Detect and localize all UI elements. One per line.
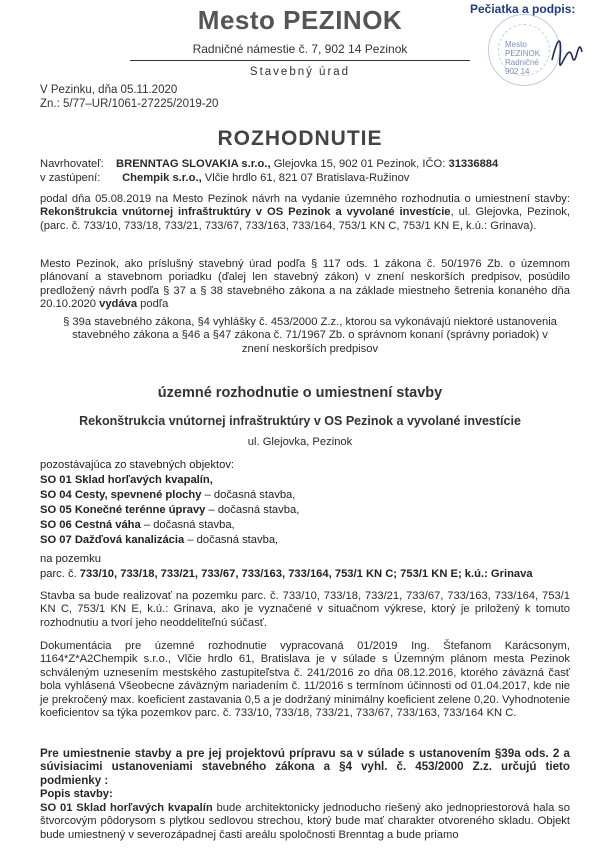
conditions-intro: Pre umiestnenie stavby a pre jej projektovú prípravu sa v súlade s ustanovením §39a ods. 2 a súvisiacimi ustanoveniami stavebného zákona a §4 vyhl. č. 453/2000 Z.z. určujú tieto podmienky : xyxy=(40,747,570,787)
representative-name: Chempik s.r.o., xyxy=(122,172,202,184)
proposer-label: Navrhovateľ: xyxy=(40,158,104,170)
document-title: ROZHODNUTIE xyxy=(217,127,383,150)
list-item: SO 05 Konečné terénne úpravy – dočasná stavba, xyxy=(40,504,300,516)
project-street: ul. Glejovka, Pezinok xyxy=(247,436,353,448)
proposer-address: Glejovka 15, 902 01 Pezinok, IČO: xyxy=(270,158,449,170)
town-address: Radničné námestie č. 7, 902 14 Pezinok xyxy=(192,42,408,56)
representative-label: v zastúpení: xyxy=(40,172,101,184)
description-paragraph: SO 01 Sklad horľavých kvapalín bude architektonicky jednoducho riešený ako jednopriestorová hala so štvorcovým pôdorysom s plytkou sedlovou strechou, ktorý bude mať charakter otvoreného skladu. Objekt bude umiestnený v severozápadnej časti areálu spoločnosti Brenntag a bude priamo xyxy=(40,802,570,841)
document-reference: Zn.: 5/77–UR/1061-27225/2019-20 xyxy=(40,98,219,110)
town-title: Mesto PEZINOK xyxy=(197,5,403,35)
intro-paragraph-1: podal dňa 05.08.2019 na Mesto Pezinok návrh na vydanie územného rozhodnutia o umiestnení stavby: Rekonštrukcia vnútornej infraštruktúry v OS Pezinok a vyvolané investície, ul. Glejovka, Pezinok, (parc. č. 733/10, 733/18, 733/21, 733/67, 733/163, 733/164, 753/1 KN C, 753/1 KN E, k.ú.: Grinava). xyxy=(40,193,571,232)
header-divider xyxy=(130,60,470,61)
intro-paragraph-2: Mesto Pezinok, ako príslušný stavebný úrad podľa § 117 ods. 1 zákona č. 50/1976 Zb. o územnom plánovaní a stavebnom poriadku (ďalej len stavebný zákon) v znení neskorších predpisov, posúdilo predložený návrh podľa § 37 a § 38 stavebného zákona a na základe miestneho šetrenia konaného dňa 20.10.2020 vydáva podľa xyxy=(40,258,570,311)
body-paragraph-4: Stavba sa bude realizovať na pozemku parc. č. 733/10, 733/18, 733/21, 733/67, 733/163, 733/164, 753/1 KN C, 753/1 KN E, k.ú.: Grinava, ako je vyznačené v situačnom výkrese, ktorý je priložený k tomuto rozhodnutiu a tvorí jeho neoddeliteľnú súčasť. xyxy=(40,590,570,629)
list-item: SO 07 Dažďová kanalizácia – dočasná stavba, xyxy=(40,534,279,546)
description-label: Popis stavby: xyxy=(40,788,113,800)
body-paragraph-5: Dokumentácia pre územné rozhodnutie vypracovaná 01/2019 Ing. Štefanom Karácsonym, 1164*Z*A2Chempik s.r.o., Vlčie hrdlo 61, Bratislava je v súlade s Územným plánom mesta Pezinok schváleným uznesením mestského zastupiteľstva č. 241/2016 zo dňa 08.12.2016, ktorého záväzná časť bola vyhlásená Všeobecne záväzným nariadením č. 11/2016 s termínom účinnosti od 01.04.2017, kde nie je prekročený max. koeficient zastavania 0,5 a je dodržaný minimálny koeficient zelene 0,20. Vyhodnotenie koeficientov sa týka pozemkov parc. č. 733/10, 733/18, 733/21, 733/67, 733/163, 733/164 KN C. xyxy=(40,640,570,720)
seal-text: Mesto PEZINOK Radničné 902 14 xyxy=(505,40,541,76)
proposer-ico: 31336884 xyxy=(448,158,499,170)
office-name: Stavebný úrad xyxy=(249,66,351,78)
document-date: V Pezinku, dňa 05.11.2020 xyxy=(40,84,178,96)
land-label: na pozemku xyxy=(40,553,101,565)
list-item: SO 01 Sklad horľavých kvapalín, xyxy=(40,474,213,486)
proposer-name: BRENNTAG SLOVAKIA s.r.o., xyxy=(116,158,271,170)
intro-paragraph-3: § 39a stavebného zákona, §4 vyhlášky č. 453/2000 Z.z., ktorou sa vykonávajú niektoré ustanovenia stavebného zákona a §46 a §47 zákona č. 71/1967 Zb. o správnom konaní (správny poriadok) v znení neskorších predpisov xyxy=(63,316,557,355)
objects-intro: pozostávajúca zo stavebných objektov: xyxy=(40,459,235,471)
representative-address: Vlčie hrdlo 61, 821 07 Bratislava-Ružinov xyxy=(201,172,410,184)
decision-heading: územné rozhodnutie o umiestnení stavby xyxy=(157,385,443,401)
list-item: SO 06 Cestná váha – dočasná stavba, xyxy=(40,519,235,531)
list-item: SO 04 Cesty, spevnené plochy – dočasná stavba, xyxy=(40,489,296,501)
project-name: Rekonštrukcia vnútornej infraštruktúry v OS Pezinok a vyvolané investície xyxy=(79,414,521,428)
proposer-line xyxy=(40,158,498,171)
stamp-label: Pečiatka a podpis: xyxy=(470,2,576,16)
parcels-line: parc. č. 733/10, 733/18, 733/21, 733/67, 733/163, 733/164, 753/1 KN C; 753/1 KN E; k.ú.: Grinava xyxy=(40,568,533,580)
representative-line xyxy=(40,172,409,185)
